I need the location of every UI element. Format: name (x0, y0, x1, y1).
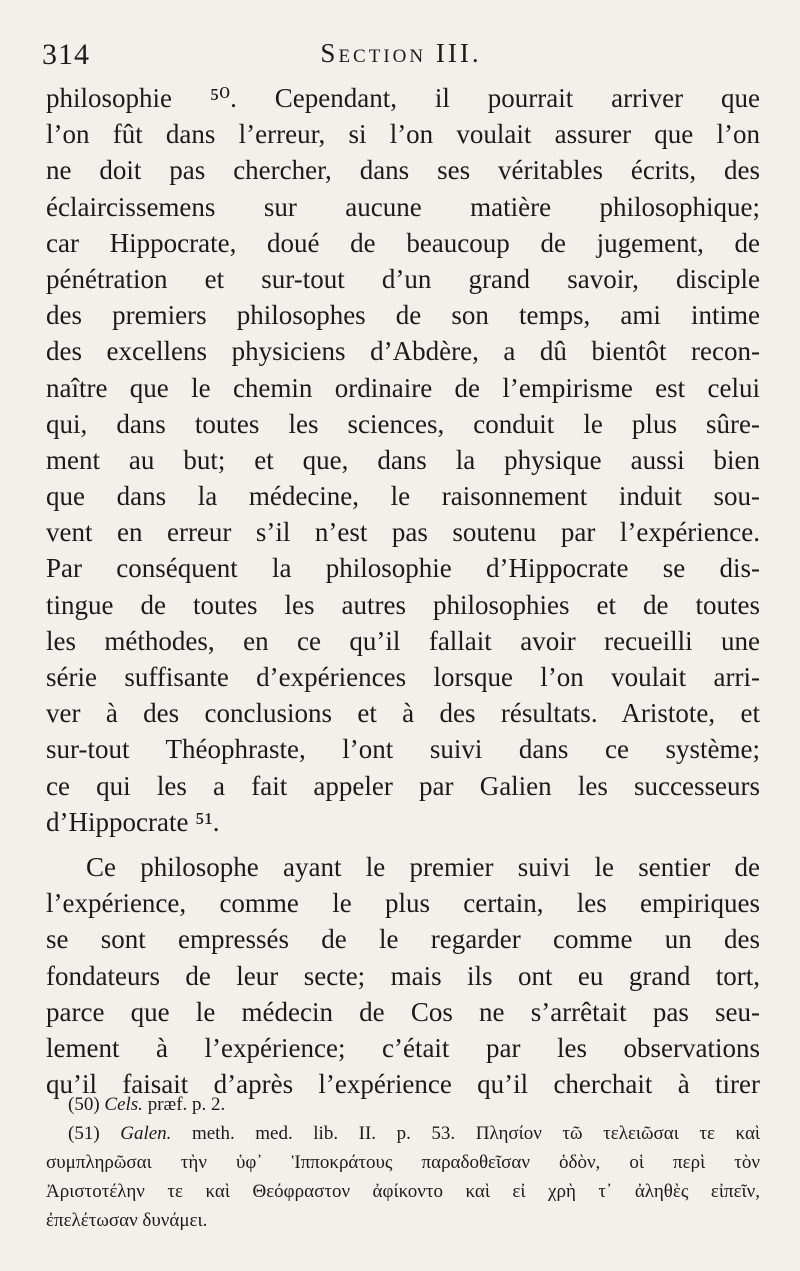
text-line: Par conséquent la philosophie d’Hippocrate se dis- (46, 553, 760, 584)
running-header (42, 30, 760, 70)
text-line: l’expérience, comme le plus certain, les empiriques (46, 888, 760, 919)
text-line: d’Hippocrate ⁵¹. (46, 806, 220, 837)
text-line: Ce philosophe ayant le premier suivi le sentier de (86, 851, 760, 882)
text-line: car Hippocrate, doué de beaucoup de jugement, de (46, 227, 760, 258)
text-line: ce qui les a fait appeler par Galien les successeurs (46, 770, 760, 801)
text-line: des premiers philosophes de son temps, ami intime (46, 300, 760, 331)
footnote-mark: (50) (68, 1094, 100, 1115)
text-line: lement à l’expérience; c’était par les observations (46, 1032, 760, 1063)
greek-quote: Πλησίον τῶ τελειῶσαι τε καὶ (475, 1123, 760, 1144)
footnote-51 (46, 1119, 760, 1148)
footnote-author: Cels. (104, 1094, 143, 1115)
text-line: ment au but; et que, dans la physique aussi bien (46, 444, 760, 475)
text-line: sur-tout Théophraste, l’ont suivi dans ce système; (46, 734, 760, 765)
text-line: les méthodes, en ce qu’il fallait avoir recueilli une (46, 625, 760, 656)
text-line: l’on fût dans l’erreur, si l’on voulait assurer que l’on (46, 119, 760, 150)
text-line: ver à des conclusions et à des résultats. Aristote, et (46, 698, 760, 729)
footnotes (46, 1090, 760, 1235)
text-line: vent en erreur s’il n’est pas soutenu par l’expérience. (46, 517, 760, 548)
text-line: fondateurs de leur secte; mais ils ont eu grand tort, (46, 960, 760, 991)
text-line: des excellens physiciens d’Abdère, a dû bientôt recon- (46, 336, 760, 367)
footnote-reference: meth. med. lib. II. p. 53. (191, 1123, 456, 1144)
text-line: se sont empressés de le regarder comme un des (46, 924, 760, 955)
text-line: parce que le médecin de Cos ne s’arrêtait pas seu- (46, 996, 760, 1027)
text-line: ne doit pas chercher, dans ses véritables écrits, des (46, 155, 760, 186)
footnote-mark: (51) (68, 1123, 100, 1144)
greek-quote-line: ἐπελέτωσαν δυνάμει. (46, 1210, 208, 1231)
text-line: qu’il faisait d’après l’expérience qu’il cherchait à tirer (46, 1069, 760, 1100)
footnote-reference: præf. p. 2. (147, 1094, 226, 1115)
footnote-author: Galen. (120, 1123, 172, 1144)
section-title: Section III. (320, 38, 482, 68)
main-text (46, 80, 760, 1102)
text-line: qui, dans toutes les sciences, conduit le plus sûre- (46, 408, 760, 439)
greek-quote-line: συμπληρῶσαι τὴν ὑφ᾽ Ἱπποκράτους παραδοθεῖσαν ὁδὸν, οἱ περὶ τὸν (46, 1152, 760, 1173)
page-number: 314 (42, 38, 90, 71)
text-line: éclaircissemens sur aucune matière philosophique; (46, 191, 760, 222)
text-line: naître que le chemin ordinaire de l’empirisme est celui (46, 372, 760, 403)
text-line: que dans la médecine, le raisonnement induit sou- (46, 481, 760, 512)
text-line: pénétration et sur-tout d’un grand savoir, disciple (46, 263, 760, 294)
footnote-50 (46, 1090, 760, 1119)
paragraph-gap (46, 840, 760, 849)
text-line: série suffisante d’expériences lorsque l’on voulait arri- (46, 662, 760, 692)
text-line: tingue de toutes les autres philosophies et de toutes (46, 589, 760, 620)
text-line: philosophie ⁵⁰. Cependant, il pourrait arriver que (46, 83, 760, 113)
greek-quote-line: Ἀριστοτέλην τε καὶ Θεόφραστον ἀφίκοντο καὶ εἰ χρὴ τ᾽ ἀληθὲς εἰπεῖν, (46, 1181, 760, 1202)
